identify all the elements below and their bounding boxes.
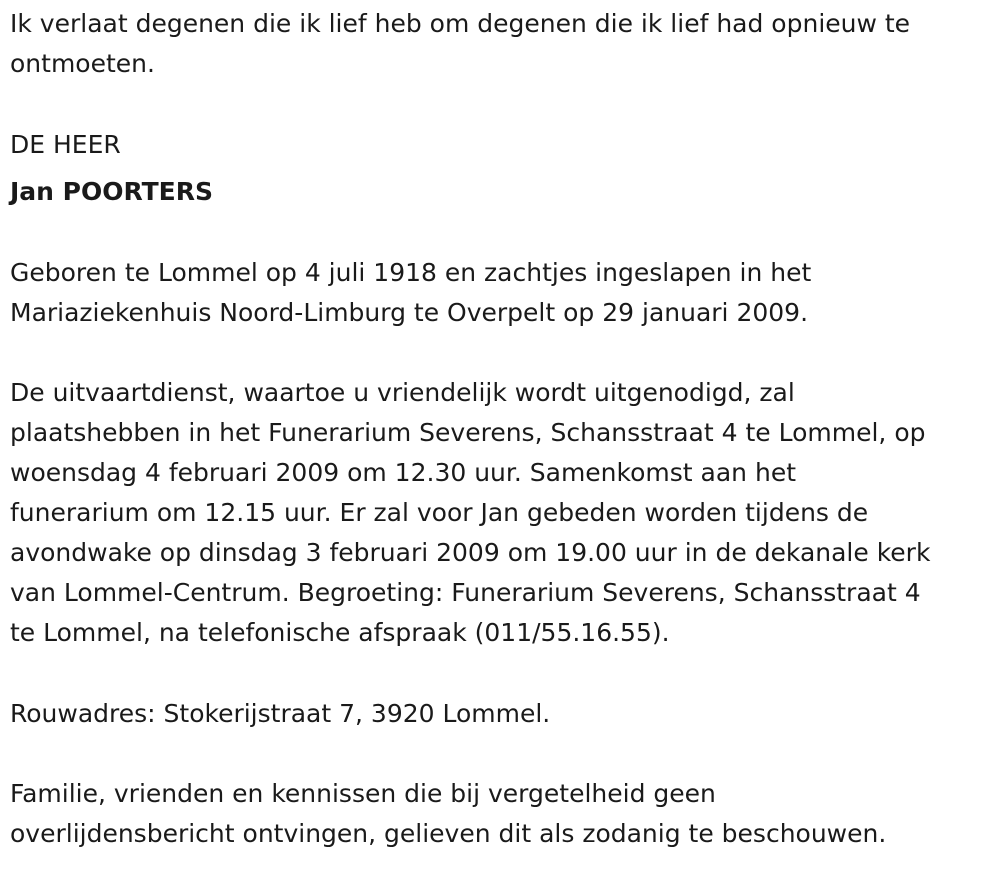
birth-death-paragraph	[10, 253, 995, 333]
deceased-name: Jan POORTERS	[10, 177, 214, 206]
birth-death-line: Geboren te Lommel op 4 juli 1918 en zachtjes ingeslapen in het	[10, 258, 812, 287]
closing-paragraph	[10, 774, 995, 854]
funeral-line: funerarium om 12.15 uur. Er zal voor Jan gebeden worden tijdens de	[10, 498, 869, 527]
funeral-line: De uitvaartdienst, waartoe u vriendelijk wordt uitgenodigd, zal	[10, 378, 795, 407]
funeral-paragraph	[10, 373, 995, 653]
mourning-address: Rouwadres: Stokerijstraat 7, 3920 Lommel.	[10, 699, 551, 728]
funeral-line: woensdag 4 februari 2009 om 12.30 uur. Samenkomst aan het	[10, 458, 796, 487]
funeral-line: plaatshebben in het Funerarium Severens, Schansstraat 4 te Lommel, op	[10, 418, 926, 447]
birth-death-line: Mariaziekenhuis Noord-Limburg te Overpelt op 29 januari 2009.	[10, 298, 809, 327]
motto-paragraph	[10, 4, 995, 84]
funeral-line: te Lommel, na telefonische afspraak (011/55.16.55).	[10, 618, 670, 647]
motto-line: ontmoeten.	[10, 49, 155, 78]
funeral-line: avondwake op dinsdag 3 februari 2009 om 19.00 uur in de dekanale kerk	[10, 538, 931, 567]
funeral-line: van Lommel-Centrum. Begroeting: Funerarium Severens, Schansstraat 4	[10, 578, 921, 607]
closing-line: overlijdensbericht ontvingen, gelieven dit als zodanig te beschouwen.	[10, 819, 887, 848]
closing-line: Familie, vrienden en kennissen die bij vergetelheid geen	[10, 779, 716, 808]
honorific: DE HEER	[10, 130, 121, 159]
motto-line: Ik verlaat degenen die ik lief heb om degenen die ik lief had opnieuw te	[10, 9, 911, 38]
